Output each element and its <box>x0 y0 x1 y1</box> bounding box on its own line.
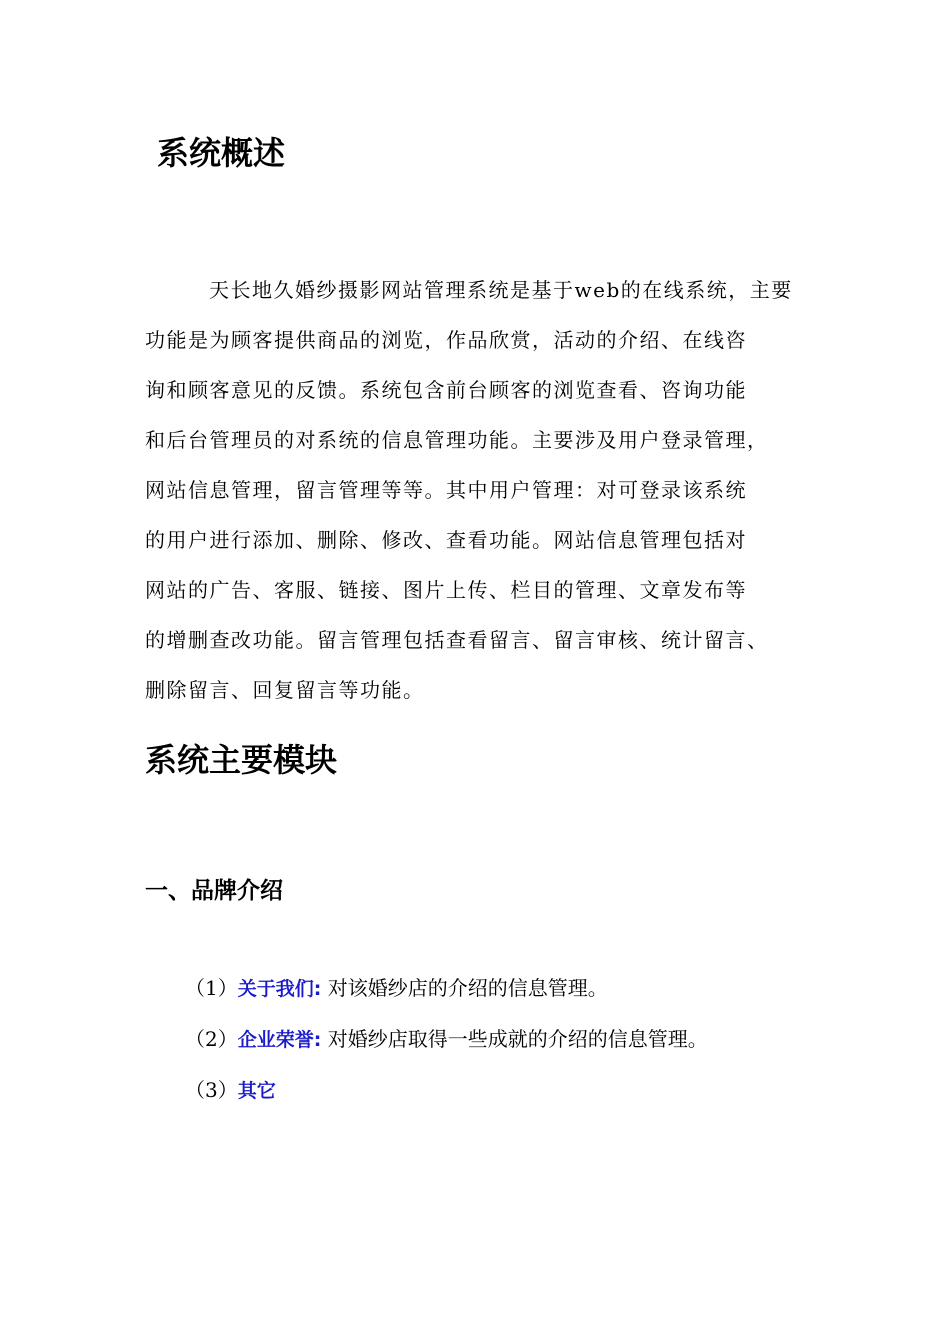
list-item <box>185 1065 708 1116</box>
paragraph-line: 删除留言、回复留言等功能。 <box>145 678 425 702</box>
section-title-modules: 系统主要模块 <box>145 741 338 779</box>
about-us-link[interactable]: 关于我们: <box>237 978 322 1000</box>
paragraph-line: 和后台管理员的对系统的信息管理功能。主要涉及用户登录管理， <box>145 428 769 452</box>
module-list <box>185 963 708 1116</box>
paragraph-line: 网站信息管理，留言管理等等。其中用户管理：对可登录该系统 <box>145 478 747 502</box>
item-number: （3） <box>185 1078 238 1102</box>
company-honors-link[interactable]: 企业荣誉: <box>237 1029 322 1051</box>
item-number: （2） <box>185 1027 238 1051</box>
section-title-overview: 系统概述 <box>157 134 286 172</box>
subsection-title-brand: 一、品牌介绍 <box>145 878 283 904</box>
item-description: 对婚纱店取得一些成就的介绍的信息管理。 <box>321 1027 708 1051</box>
paragraph-line: 的增删查改功能。留言管理包括查看留言、留言审核、统计留言、 <box>145 628 769 652</box>
item-description: 对该婚纱店的介绍的信息管理。 <box>321 976 608 1000</box>
paragraph-line: 天长地久婚纱摄影网站管理系统是基于web的在线系统，主要 <box>209 278 793 302</box>
paragraph-line: 询和顾客意见的反馈。系统包含前台顾客的浏览查看、咨询功能 <box>145 378 747 402</box>
paragraph-line: 功能是为顾客提供商品的浏览，作品欣赏，活动的介绍、在线咨 <box>145 328 747 352</box>
item-number: （1） <box>185 976 238 1000</box>
list-item <box>185 1014 708 1065</box>
overview-paragraph <box>145 265 825 715</box>
list-item <box>185 963 708 1014</box>
other-link[interactable]: 其它 <box>237 1080 276 1102</box>
paragraph-line: 的用户进行添加、删除、修改、查看功能。网站信息管理包括对 <box>145 528 747 552</box>
paragraph-line: 网站的广告、客服、链接、图片上传、栏目的管理、文章发布等 <box>145 578 747 602</box>
